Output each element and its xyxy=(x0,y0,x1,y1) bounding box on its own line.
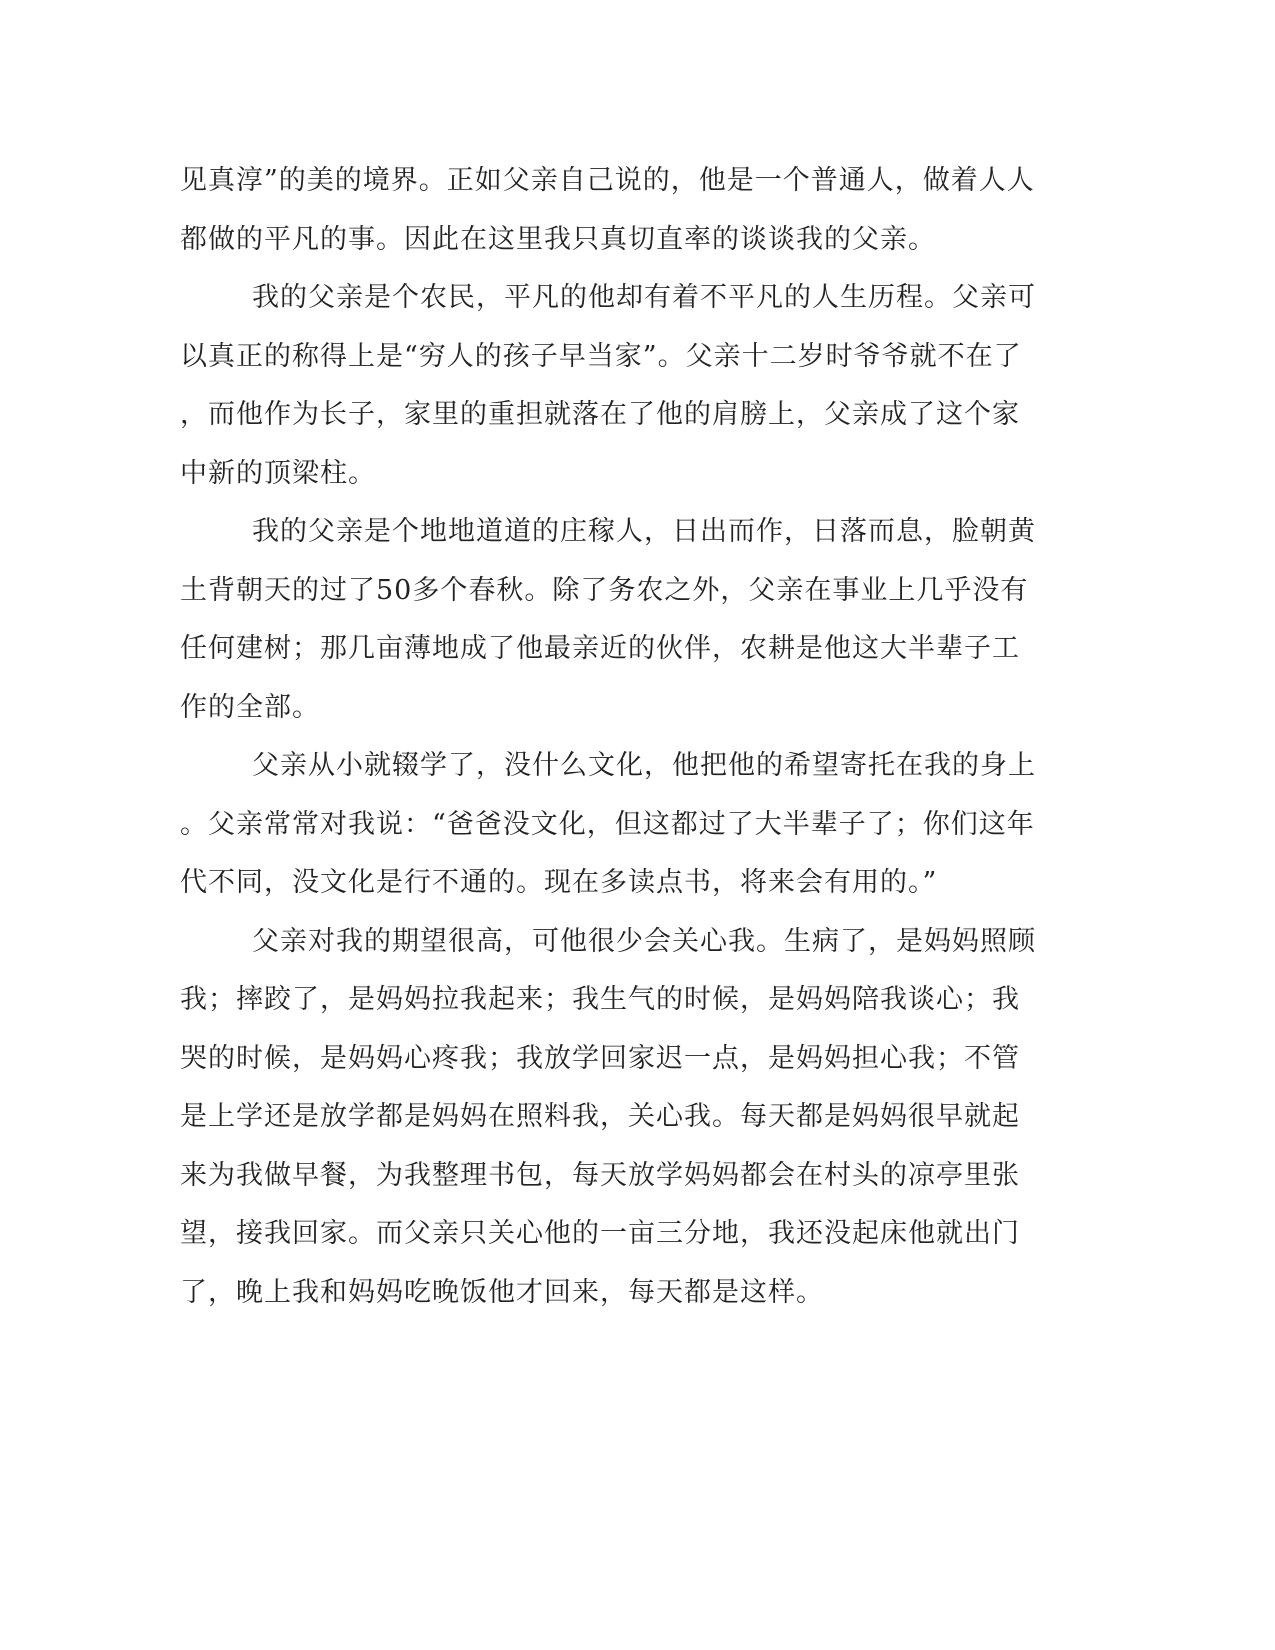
text-line: 见真淳”的美的境界。正如父亲自己说的，他是一个普通人，做着人人 xyxy=(180,165,1035,196)
text-line: 都做的平凡的事。因此在这里我只真切直率的谈谈我的父亲。 xyxy=(180,223,936,255)
text-line: 望，接我回家。而父亲只关心他的一亩三分地，我还没起床他就出门 xyxy=(180,1218,1020,1249)
text-line: 以真正的称得上是“穷人的孩子早当家”。父亲十二岁时爷爷就不在了 xyxy=(180,340,1022,372)
paragraph-first-line: 父亲对我的期望很高，可他很少会关心我。生病了，是妈妈照顾 xyxy=(252,925,1036,957)
text-line: 是上学还是放学都是妈妈在照料我，关心我。每天都是妈妈很早就起 xyxy=(180,1101,1020,1132)
text-line: 哭的时候，是妈妈心疼我；我放学回家迟一点，是妈妈担心我；不管 xyxy=(180,1042,1020,1074)
paragraph-first-line: 我的父亲是个农民，平凡的他却有着不平凡的人生历程。父亲可 xyxy=(252,282,1036,313)
text-line: 土背朝天的过了50多个春秋。除了务农之外，父亲在事业上几乎没有 xyxy=(180,574,1029,606)
text-line: 我；摔跤了，是妈妈拉我起来；我生气的时候，是妈妈陪我谈心；我 xyxy=(180,984,1020,1015)
text-line: ，而他作为长子，家里的重担就落在了他的肩膀上，父亲成了这个家 xyxy=(180,399,1020,430)
text-line: 了，晚上我和妈妈吃晚饭他才回来，每天都是这样。 xyxy=(180,1276,824,1308)
text-line: 。父亲常常对我说：“爸爸没文化，但这都过了大半辈子了；你们这年 xyxy=(180,808,1035,840)
paragraph-first-line: 我的父亲是个地地道道的庄稼人，日出而作，日落而息，脸朝黄 xyxy=(252,516,1036,547)
text-line: 来为我做早餐，为我整理书包，每天放学妈妈都会在村头的凉亭里张 xyxy=(180,1159,1020,1191)
text-line: 作的全部。 xyxy=(180,691,320,723)
text-line: 中新的顶梁柱。 xyxy=(180,457,376,489)
text-line: 任何建树；那几亩薄地成了他最亲近的伙伴，农耕是他这大半辈子工 xyxy=(180,633,1020,664)
document-body xyxy=(180,152,1036,1322)
paragraph-first-line: 父亲从小就辍学了，没什么文化，他把他的希望寄托在我的身上 xyxy=(252,750,1036,781)
text-line: 代不同，没文化是行不通的。现在多读点书，将来会有用的。” xyxy=(180,867,938,898)
